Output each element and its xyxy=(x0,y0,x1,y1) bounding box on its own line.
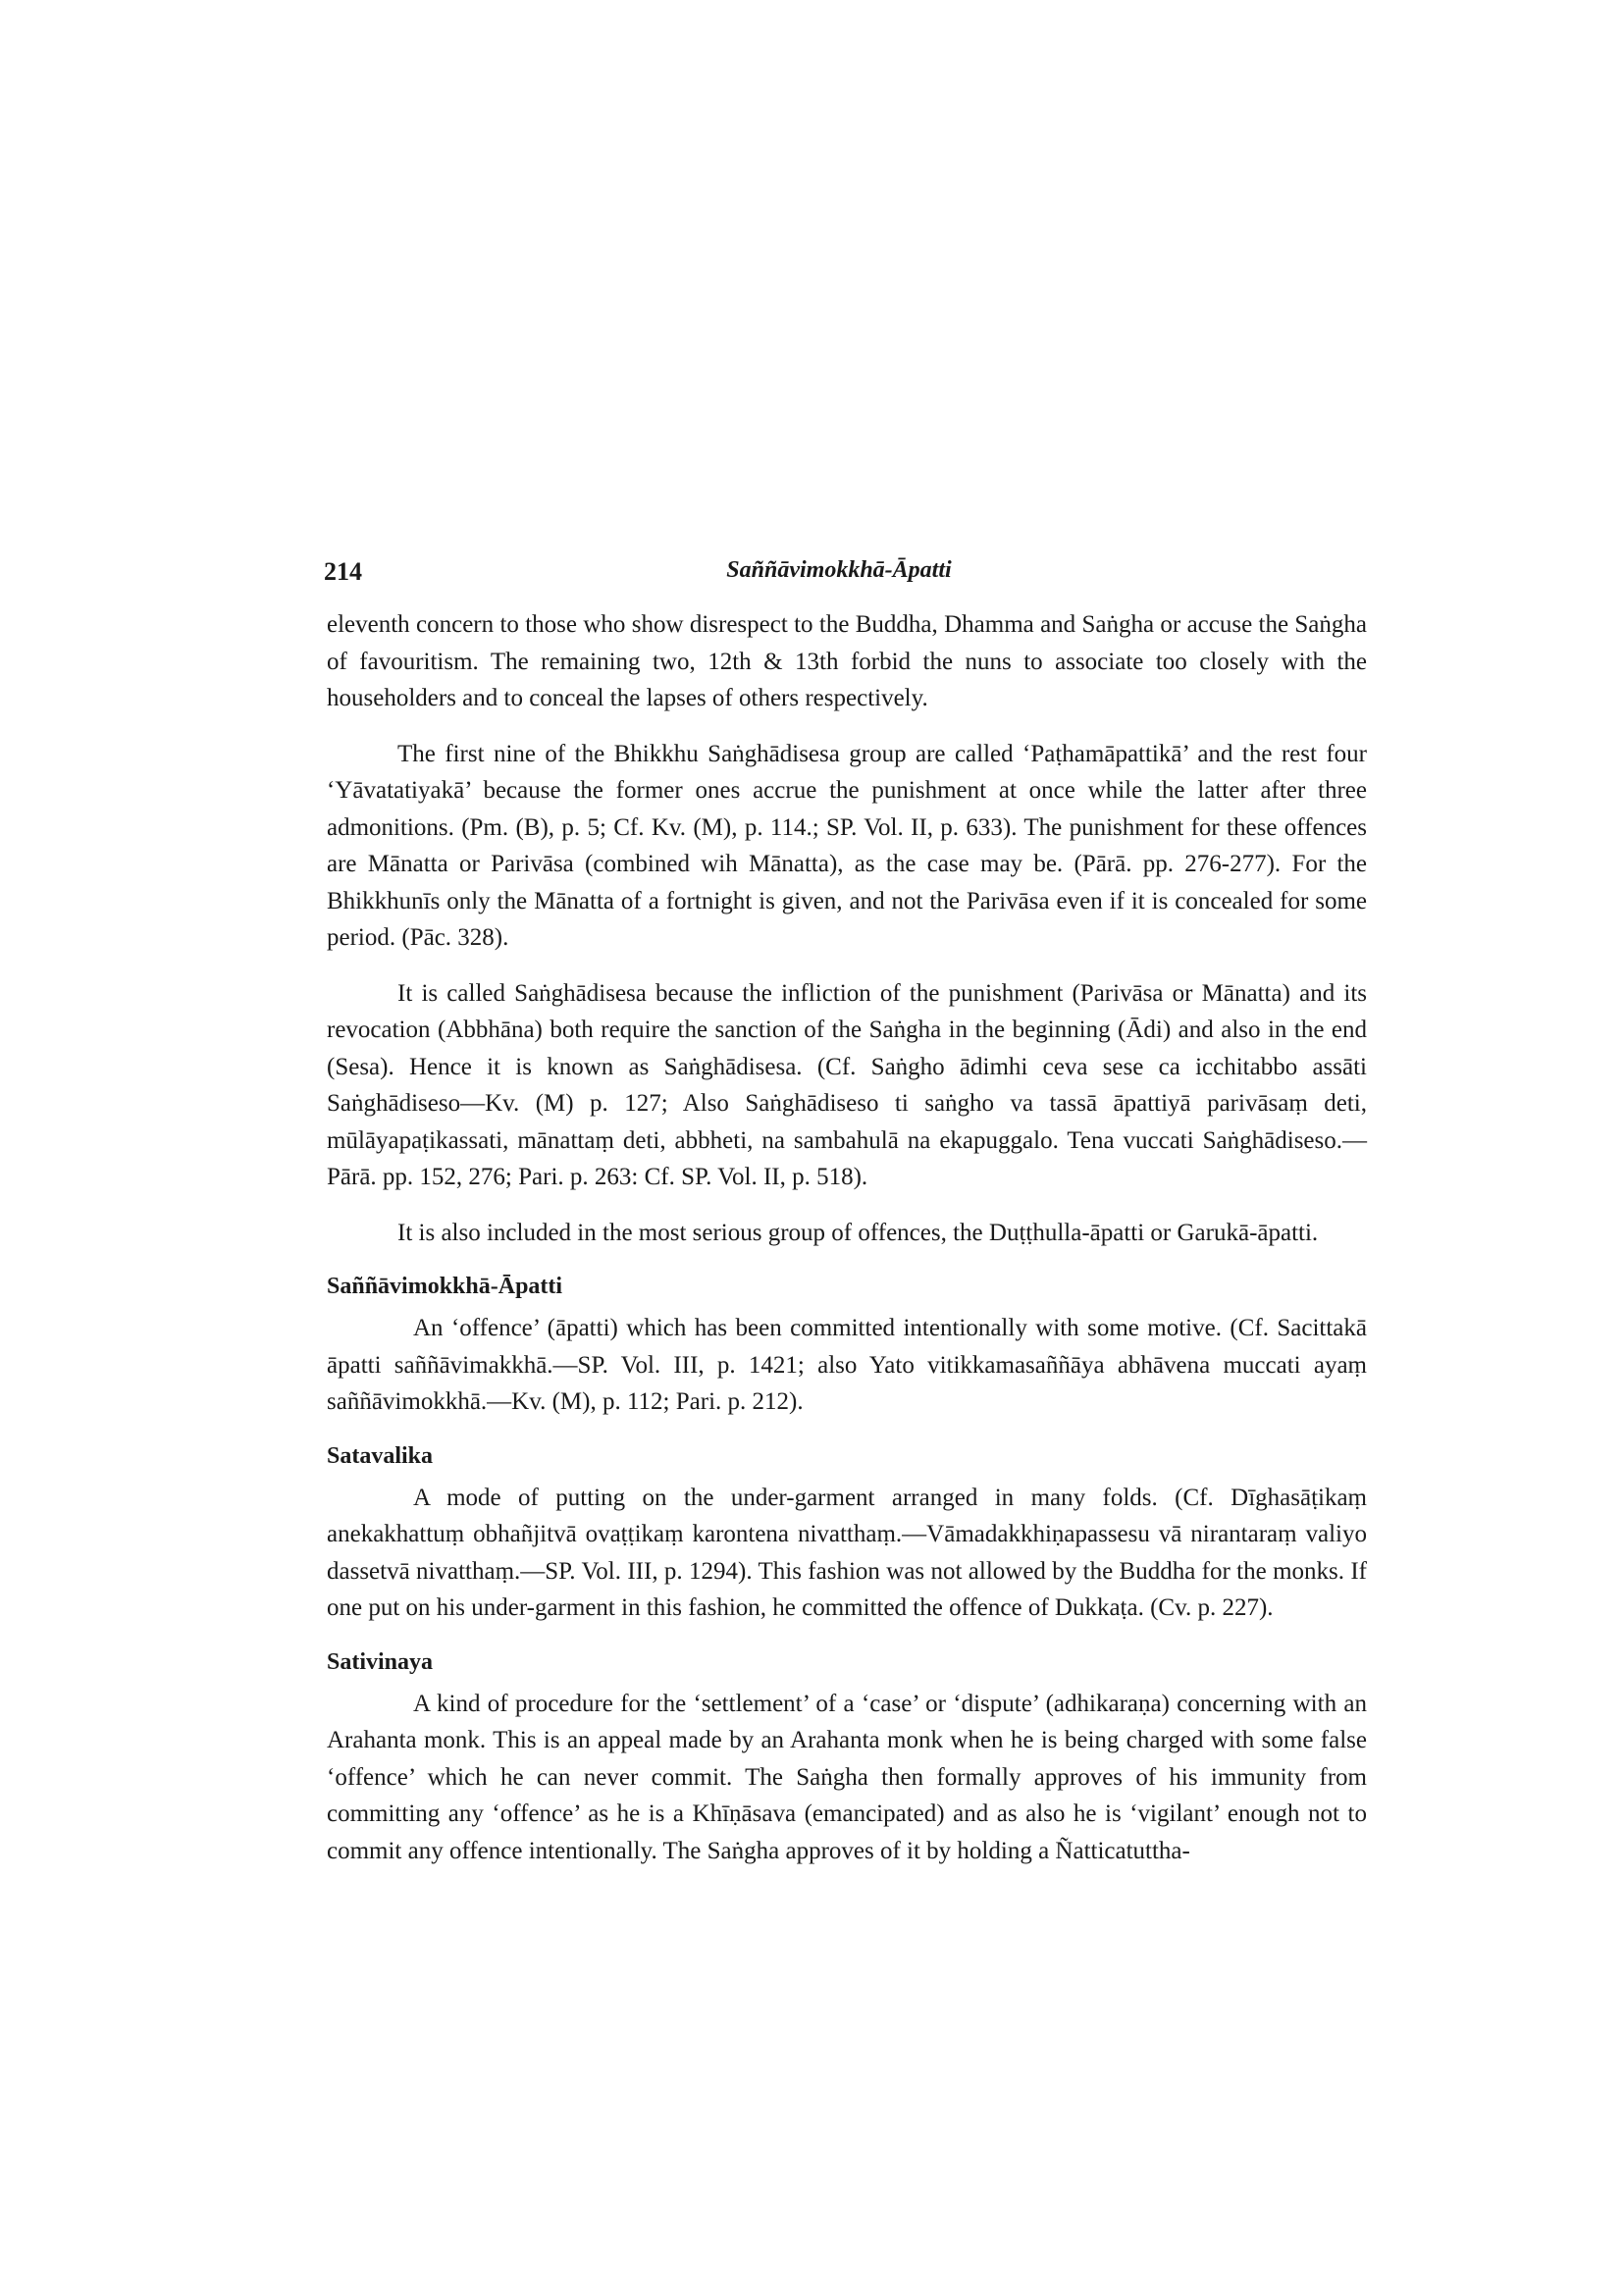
entry-sativinaya xyxy=(327,1645,1367,1870)
page-body xyxy=(327,606,1367,1888)
page-number: 214 xyxy=(324,557,362,586)
paragraph-sanghadisesa-groups: The first nine of the Bhikkhu Saṅghādisesa group are called ‘Paṭhamāpattikā’ and the rest four ‘Yāvatatiyakā’ because the former ones accrue the punishment at once while the latter after three admonitions. (Pm. (B), p. 5; Cf. Kv. (M), p. 114.; SP. Vol. II, p. 633). The punishment for these offences are Mānatta or Parivāsa (combined wih Mānatta), as the case may be. (Pārā. pp. 276-277). For the Bhikkhunīs only the Mānatta of a fortnight is given, and not the Parivāsa even if it is concealed for some period. (Pāc. 328). xyxy=(327,740,1367,951)
running-title: Saññāvimokkhā-Āpatti xyxy=(726,557,952,583)
entry-sannavimokkha-apatti xyxy=(327,1270,1367,1421)
page-header xyxy=(324,557,1354,597)
paragraph-sanghadisesa-meaning: It is called Saṅghādisesa because the infliction of the punishment (Parivāsa or Mānatta) and its revocation (Abbhāna) both require the sanction of the Saṅgha in the beginning (Ādi) and also in the end (Sesa). Hence it is known as Saṅghādisesa. (Cf. Saṅgho ādimhi ceva sese ca icchitabbo assāti Saṅghādiseso—Kv. (M) p. 127; Also Saṅghādiseso ti saṅgho va tassā āpattiyā parivāsaṃ deti, mūlāyapaṭikassati, mānattaṃ deti, abbheti, na sambahulā na ekapuggalo. Tena vuccati Saṅghādiseso.—Pārā. pp. 152, 276; Pari. p. 263: Cf. SP. Vol. II, p. 518). xyxy=(327,979,1367,1190)
entry-title: Saññāvimokkhā-Āpatti xyxy=(327,1274,563,1299)
paragraph-continuation: eleventh concern to those who show disrespect to the Buddha, Dhamma and Saṅgha or accuse the Saṅgha of favouritism. The remaining two, 12th & 13th forbid the nuns to associate too closely with the householders and to conceal the lapses of others respectively. xyxy=(327,611,1367,711)
entry-title: Satavalika xyxy=(327,1442,434,1469)
entry-text: A kind of procedure for the ‘settlement’ of a ‘case’ or ‘dispute’ (adhikaraṇa) concerning with an Arahanta monk. This is an appeal made by an Arahanta monk when he is being charged with some false ‘offence’ which he can never commit. The Saṅgha then formally approves of his immunity from committing any ‘offence’ as he is a Khīṇāsava (emancipated) and as also he is ‘vigilant’ enough not to commit any offence intentionally. The Saṅgha approves of it by holding a Ñatticatuttha- xyxy=(327,1690,1367,1864)
entry-satavalika xyxy=(327,1439,1367,1627)
entry-title: Sativinaya xyxy=(327,1648,434,1675)
entry-text: A mode of putting on the under-garment arranged in many folds. (Cf. Dīghasāṭikaṃ anekakhattuṃ obhañjitvā ovaṭṭikaṃ karontena nivatthaṃ.—Vāmadakkhiṇapassesu vā nirantaraṃ valiyo dassetvā nivatthaṃ.—SP. Vol. III, p. 1294). This fashion was not allowed by the Buddha for the monks. If one put on his under-garment in this fashion, he committed the offence of Dukkaṭa. (Cv. p. 227). xyxy=(327,1484,1367,1621)
paragraph-serious-offences: It is also included in the most serious group of offences, the Duṭṭhulla-āpatti or Garukā-āpatti. xyxy=(397,1219,1319,1246)
entry-text: An ‘offence’ (āpatti) which has been committed intentionally with some motive. (Cf. Sacittakā āpatti saññāvimakkhā.—SP. Vol. III, p. 1421; also Yato vitikkamasaññāya abhāvena muccati ayaṃ saññāvimokkhā.—Kv. (M), p. 112; Pari. p. 212). xyxy=(327,1315,1367,1415)
